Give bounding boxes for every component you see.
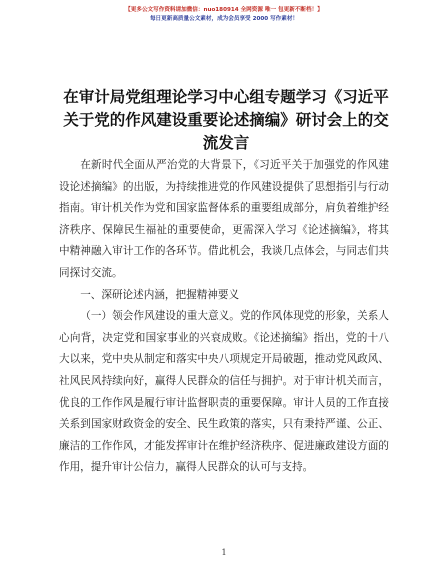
subsection-paragraph: （一）领会作风建设的重大意义。党的作风体现党的形象，关系人心向背，决定党和国家事业的兴衰成败。《论述摘编》指出，党的十八大以来，党中央从制定和落实中央八项规定开局破题，推动党风政风、社风民风持续向好，赢得人民群众的信任与拥护。对于审计机关而言，优良的工作作风是履行审计监督职责的重要保障。审计人员的工作直接关系到国家财政资金的安全、民生政策的落实，只有秉持严谨、公正、廉洁的工作作风，才能发挥审计在维护经济秩序、促进廉政建设方面的作用，提升审计公信力，赢得人民群众的认可与支持。 [59,310,389,474]
promo-banner-line-1: 【更多公文写作资料请加微信：nuo180914 全网资源 唯一 包更新不断档！】 [125,7,323,13]
document-title: 在审计局党组理论学习中心组专题学习《习近平关于党的作风建设重要论述摘编》研讨会上的交流发言 [63,88,389,152]
promo-banner-line-2: 每日更新高质量公文素材，成为会员享受 2000 写作素材！ [149,16,299,22]
document-body [59,155,389,479]
intro-paragraph: 在新时代全面从严治党的大背景下，《习近平关于加强党的作风建设论述摘编》的出版，为持续推进党的作风建设提供了思想指引与行动指南。审计机关作为党和国家监督体系的重要组成部分，肩负着维护经济秩序、保障民生福祉的重要使命，更需深入学习《论述摘编》，将其中精神融入审计工作的各环节。借此机会，我谈几点体会，与同志们共同探讨交流。 [59,159,389,279]
section-heading: 一、深研论述内涵，把握精神要义 [80,288,240,301]
page-number: 1 [221,548,227,557]
promo-banner [0,6,448,24]
